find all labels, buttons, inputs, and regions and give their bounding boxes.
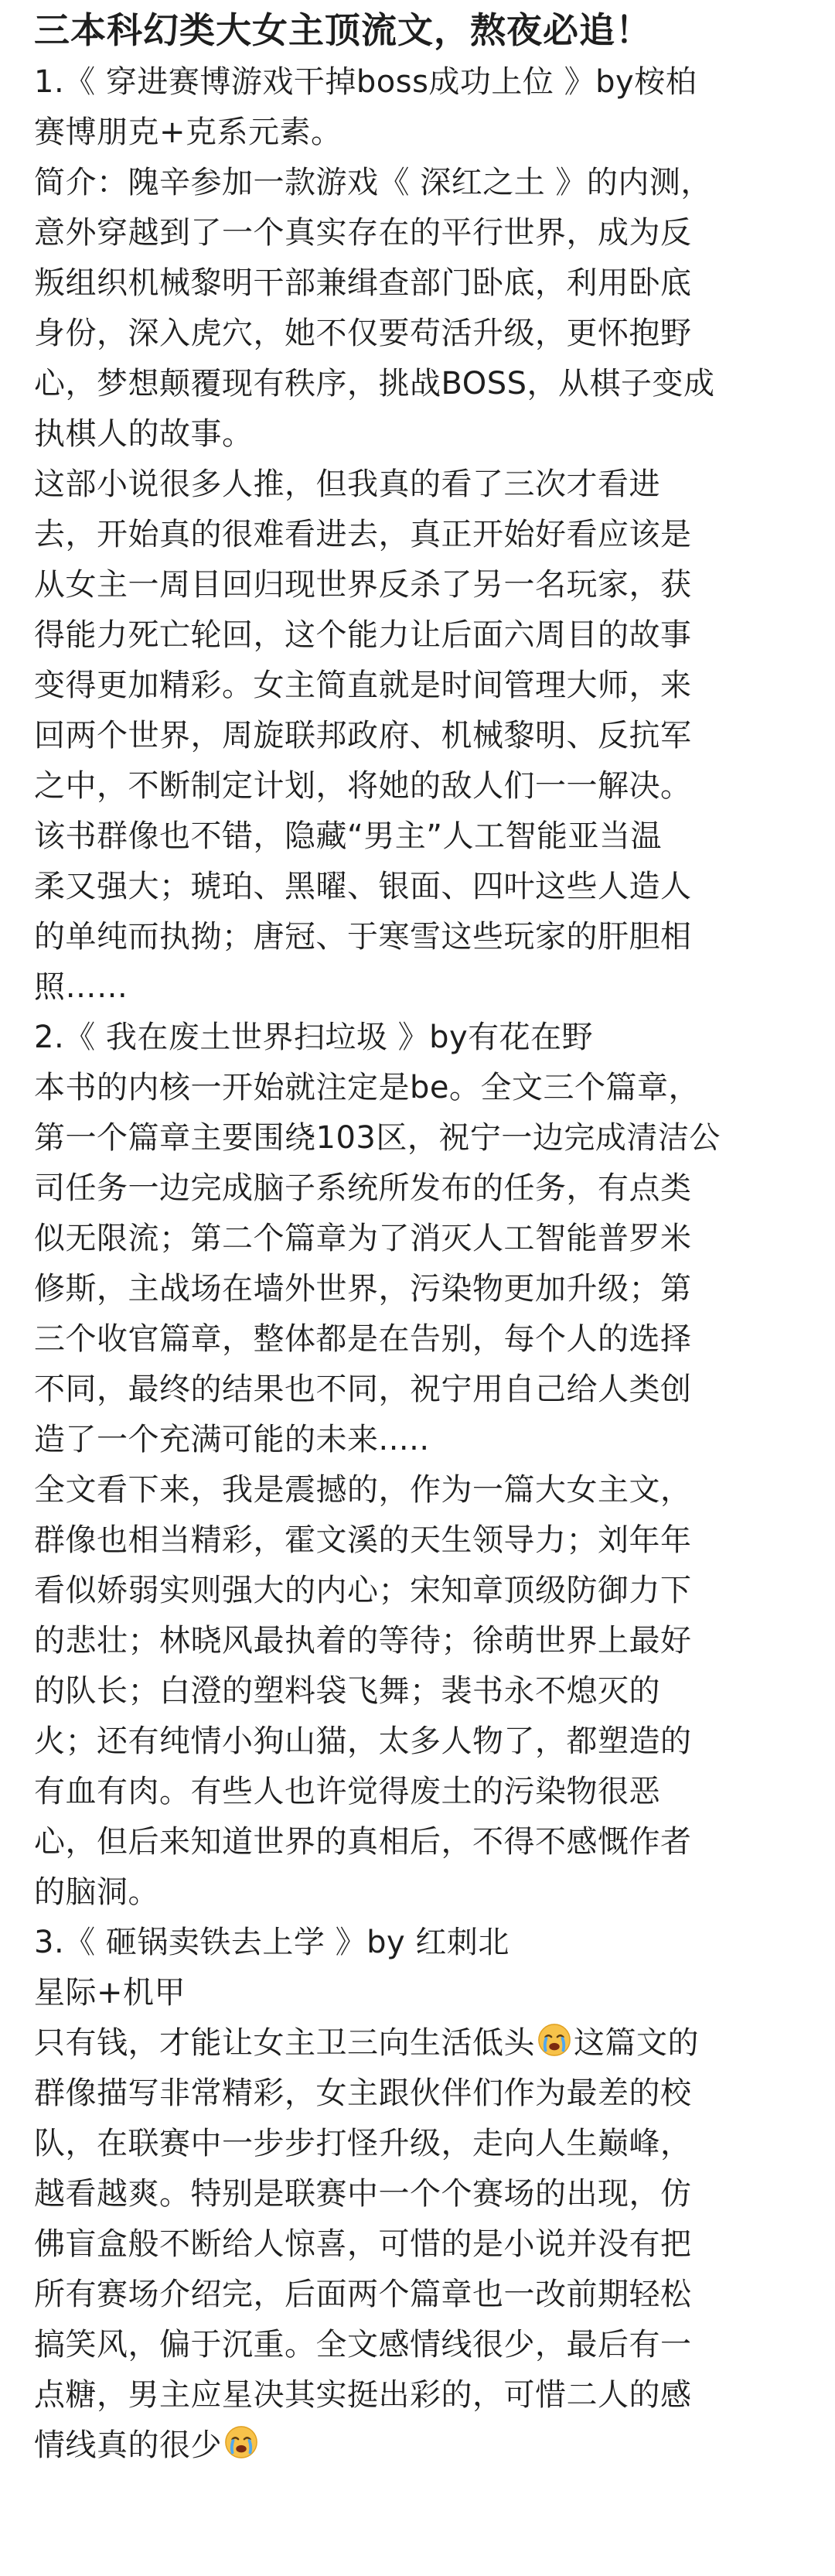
text-line: 搞笑风，偏于沉重。全文感情线很少，最后有一 (34, 2327, 692, 2362)
text-line: 造了一个充满可能的未来..... (34, 1422, 430, 1457)
text-line: 星际+机甲 (34, 1975, 186, 2011)
text-line: 的单纯而执拗；唐冠、于寒雪这些玩家的肝胆相 (34, 919, 692, 955)
text-line: 这部小说很多人推，但我真的看了三次才看进 (34, 466, 660, 502)
crying-face-icon (223, 2424, 259, 2460)
text-line: 不同，最终的结果也不同，祝宁用自己给人类创 (34, 1372, 692, 1407)
text-line: 点糖，男主应星决其实挺出彩的，可惜二人的感 (34, 2377, 692, 2413)
text-line: 3.《 砸锅卖铁去上学 》by 红刺北 (34, 1925, 510, 1960)
text-line: 身份，深入虎穴，她不仅要苟活升级，更怀抱野 (34, 316, 692, 351)
text-line: 去，开始真的很难看进去，真正开始好看应该是 (34, 517, 692, 552)
text-line: 叛组织机械黎明干部兼缉查部门卧底，利用卧底 (34, 265, 692, 301)
text-line: 赛博朋克+克系元素。 (34, 114, 343, 150)
text-line: 得能力死亡轮回，这个能力让后面六周目的故事 (34, 617, 692, 653)
text-line: 的队长；白澄的塑料袋飞舞；裴书永不熄灭的 (34, 1673, 660, 1709)
text-line: 心，梦想颠覆现有秩序，挑战BOSS，从棋子变成 (34, 366, 715, 401)
text-line: 群像描写非常精彩，女主跟伙伴们作为最差的校 (34, 2075, 692, 2111)
text-line: 似无限流；第二个篇章为了消灭人工智能普罗米 (34, 1221, 692, 1256)
text-line: 的悲壮；林晓风最执着的等待；徐萌世界上最好 (34, 1623, 692, 1659)
text-line: 意外穿越到了一个真实存在的平行世界，成为反 (34, 215, 692, 251)
text-segment: 只有钱，才能让女主卫三向生活低头 (34, 2025, 535, 2061)
text-line: 照…… (34, 969, 128, 1005)
text-segment: 这篇文的 (574, 2025, 699, 2061)
text-line: 执棋人的故事。 (34, 416, 254, 452)
text-line: 火；还有纯情小狗山猫，太多人物了，都塑造的 (34, 1724, 692, 1759)
text-line: 该书群像也不错，隐藏“男主”人工智能亚当温 (34, 818, 662, 854)
post-title: 三本科幻类大女主顶流文，熬夜必追！ (34, 9, 652, 51)
text-line: 本书的内核一开始就注定是be。全文三个篇章， (34, 1070, 700, 1105)
text-line: 之中，不断制定计划，将她的敌人们一一解决。 (34, 768, 692, 804)
text-line: 柔又强大；琥珀、黑曜、银面、四叶这些人造人 (34, 869, 692, 904)
text-line: 第一个篇章主要围绕103区，祝宁一边完成清洁公 (34, 1120, 721, 1156)
text-line: 所有赛场介绍完，后面两个篇章也一改前期轻松 (34, 2277, 692, 2312)
crying-face-icon (537, 2022, 572, 2058)
text-line: 司任务一边完成脑子系统所发布的任务，有点类 (34, 1170, 692, 1206)
text-line: 心，但后来知道世界的真相后，不得不感慨作者 (34, 1824, 692, 1860)
text-line (34, 2018, 801, 2069)
text-line (34, 2421, 801, 2471)
text-line: 回两个世界，周旋联邦政府、机械黎明、反抗军 (34, 718, 692, 753)
text-line: 三个收官篇章，整体都是在告别，每个人的选择 (34, 1321, 692, 1357)
text-line: 简介：隗辛参加一款游戏《 深红之土 》的内测， (34, 165, 712, 200)
text-line: 全文看下来，我是震撼的，作为一篇大女主文， (34, 1472, 692, 1508)
text-line: 从女主一周目回归现世界反杀了另一名玩家，获 (34, 567, 692, 603)
text-line: 变得更加精彩。女主简直就是时间管理大师，来 (34, 668, 692, 703)
text-line: 看似娇弱实则强大的内心；宋知章顶级防御力下 (34, 1573, 692, 1608)
text-line: 有血有肉。有些人也许觉得废土的污染物很恶 (34, 1774, 660, 1809)
text-line: 修斯，主战场在墙外世界，污染物更加升级；第 (34, 1271, 692, 1307)
text-line: 群像也相当精彩，霍文溪的天生领导力；刘年年 (34, 1522, 692, 1558)
text-line: 1.《 穿进赛博游戏干掉boss成功上位 》by桉柏 (34, 64, 697, 100)
text-segment: 情线真的很少 (34, 2427, 222, 2463)
text-line: 的脑洞。 (34, 1874, 159, 1910)
text-line: 2.《 我在废土世界扫垃圾 》by有花在野 (34, 1020, 594, 1055)
text-line: 队，在联赛中一步步打怪升级，走向人生巅峰， (34, 2126, 692, 2161)
text-line: 佛盲盒般不断给人惊喜，可惜的是小说并没有把 (34, 2226, 692, 2262)
text-line: 越看越爽。特别是联赛中一个个赛场的出现，仿 (34, 2176, 692, 2212)
